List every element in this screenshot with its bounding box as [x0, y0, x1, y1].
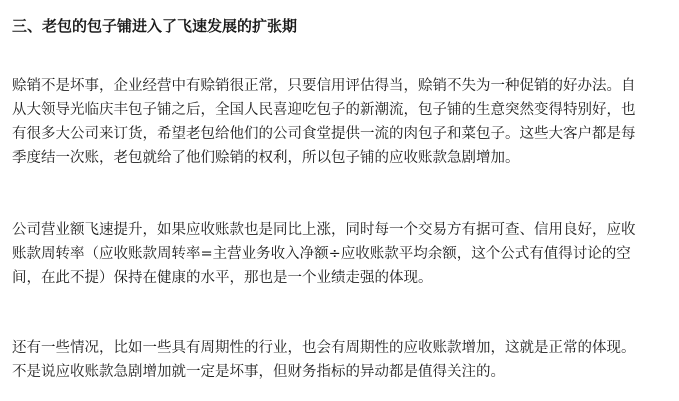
paragraph-line: 赊销不是坏事，企业经营中有赊销很正常，只要信用评估得当，赊销不失为一种促销的好办法。自	[12, 78, 636, 94]
paragraph-cyclical-industries	[12, 336, 667, 384]
paragraph-line: 账款周转率（应收账款周转率=主营业务收入净额÷应收账款平均余额，这个公式有值得讨论的空	[12, 246, 631, 262]
paragraph-line: 不是说应收账款急剧增加就一定是坏事，但财务指标的异动都是值得关注的。	[12, 364, 505, 380]
paragraph-credit-sales	[12, 74, 667, 170]
paragraph-line: 有很多大公司来订货，希望老包给他们的公司食堂提供一流的肉包子和菜包子。这些大客户都是每	[12, 126, 636, 142]
paragraph-line: 还有一些情况，比如一些具有周期性的行业，也会有周期性的应收账款增加，这就是正常的体现。	[12, 340, 636, 356]
paragraph-line: 间，在此不提）保持在健康的水平，那也是一个业绩走强的体现。	[12, 270, 433, 286]
paragraph-line: 从大领导光临庆丰包子铺之后，全国人民喜迎吃包子的新潮流，包子铺的生意突然变得特别好，也	[12, 102, 636, 118]
paragraph-line: 公司营业额飞速提升，如果应收账款也是同比上涨，同时每一个交易方有据可查、信用良好，应收	[12, 222, 636, 238]
section-heading: 三、老包的包子铺进入了飞速发展的扩张期	[12, 17, 298, 35]
paragraph-receivables-turnover	[12, 218, 667, 290]
paragraph-line: 季度结一次账，老包就给了他们赊销的权利，所以包子铺的应收账款急剧增加。	[12, 150, 520, 166]
